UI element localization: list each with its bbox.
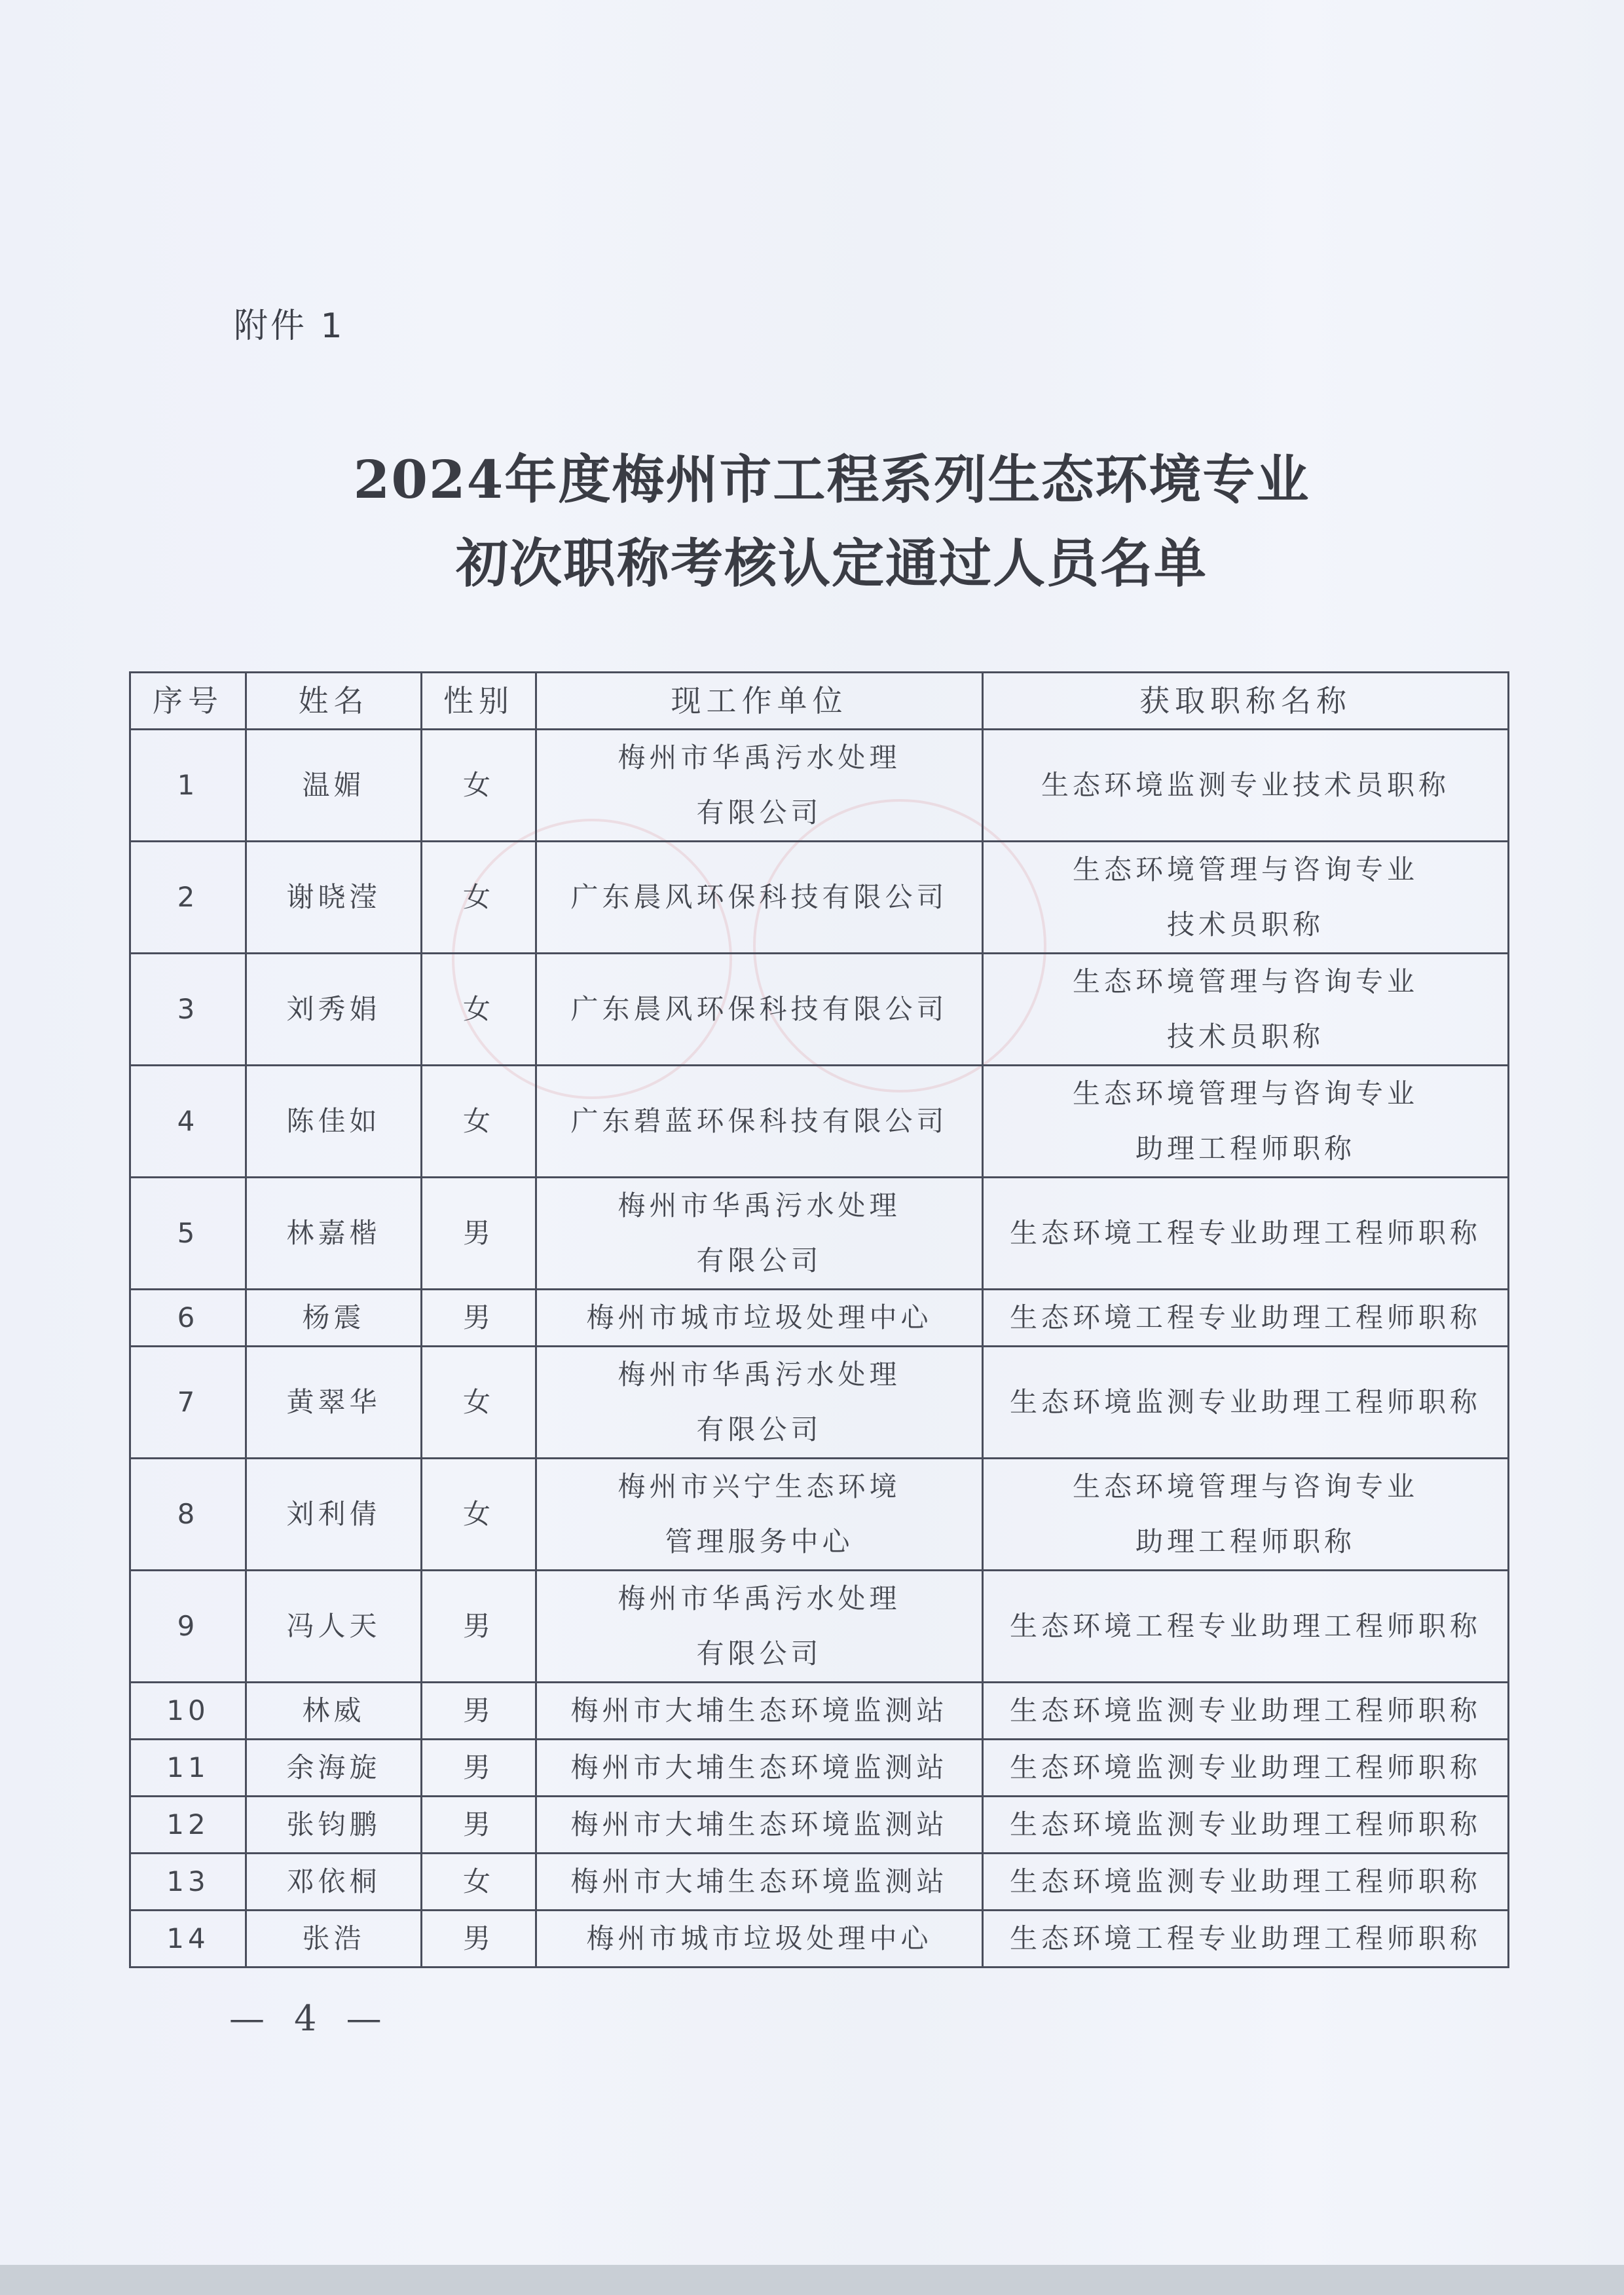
cell-name: 刘秀娟	[246, 954, 422, 1066]
cell-seq: 1	[130, 730, 246, 842]
cell-title	[983, 1178, 1509, 1290]
cell-gender: 女	[422, 842, 536, 954]
table-row	[130, 730, 1509, 842]
table-row	[130, 1854, 1509, 1911]
cell-unit	[536, 1740, 983, 1797]
cell-seq: 7	[130, 1347, 246, 1459]
table-row	[130, 1066, 1509, 1178]
cell-seq: 5	[130, 1178, 246, 1290]
cell-gender: 男	[422, 1740, 536, 1797]
cell-gender: 女	[422, 1854, 536, 1911]
cell-gender: 女	[422, 1347, 536, 1459]
cell-unit	[536, 1459, 983, 1571]
cell-unit-line: 梅州市兴宁生态环境	[618, 1470, 901, 1502]
cell-name: 谢晓滢	[246, 842, 422, 954]
cell-unit-line: 广东晨风环保科技有限公司	[570, 881, 948, 913]
cell-title	[983, 1066, 1509, 1178]
cell-seq: 9	[130, 1571, 246, 1683]
cell-unit-line: 有限公司	[696, 1244, 822, 1277]
cell-seq: 13	[130, 1854, 246, 1911]
cell-seq: 2	[130, 842, 246, 954]
cell-title	[983, 1459, 1509, 1571]
cell-name: 张钧鹏	[246, 1797, 422, 1854]
cell-gender: 男	[422, 1290, 536, 1347]
cell-name: 张浩	[246, 1911, 422, 1968]
cell-title-line: 技术员职称	[1166, 1020, 1324, 1053]
cell-unit	[536, 1347, 983, 1459]
cell-title-line: 生态环境管理与咨询专业	[1072, 965, 1418, 998]
scan-edge-band	[0, 2265, 1624, 2295]
cell-unit	[536, 1797, 983, 1854]
cell-unit-line: 梅州市城市垃圾处理中心	[586, 1922, 932, 1954]
cell-unit-line: 梅州市华禹污水处理	[618, 1189, 901, 1222]
cell-unit-line: 梅州市大埔生态环境监测站	[570, 1808, 948, 1840]
cell-gender: 女	[422, 954, 536, 1066]
cell-unit-line: 梅州市大埔生态环境监测站	[570, 1865, 948, 1897]
cell-title	[983, 1683, 1509, 1740]
cell-seq: 3	[130, 954, 246, 1066]
table-row	[130, 1347, 1509, 1459]
cell-seq: 6	[130, 1290, 246, 1347]
cell-title	[983, 954, 1509, 1066]
cell-gender: 女	[422, 1066, 536, 1178]
cell-unit	[536, 1178, 983, 1290]
cell-name: 陈佳如	[246, 1066, 422, 1178]
cell-name: 林嘉楷	[246, 1178, 422, 1290]
cell-title-line: 生态环境监测专业助理工程师职称	[1009, 1751, 1481, 1783]
cell-name: 温媚	[246, 730, 422, 842]
cell-unit-line: 梅州市华禹污水处理	[618, 741, 901, 774]
cell-gender: 女	[422, 1459, 536, 1571]
cell-title-line: 助理工程师职称	[1135, 1132, 1356, 1165]
cell-title-line: 助理工程师职称	[1135, 1525, 1356, 1558]
cell-title	[983, 1911, 1509, 1968]
cell-name: 冯人天	[246, 1571, 422, 1683]
page-number: — 4 —	[229, 1998, 391, 2039]
header-unit: 现工作单位	[536, 673, 983, 730]
cell-name: 林威	[246, 1683, 422, 1740]
cell-unit-line: 梅州市大埔生态环境监测站	[570, 1694, 948, 1726]
cell-title	[983, 1740, 1509, 1797]
cell-name: 邓依桐	[246, 1854, 422, 1911]
cell-unit-line: 梅州市大埔生态环境监测站	[570, 1751, 948, 1783]
cell-seq: 10	[130, 1683, 246, 1740]
table-row	[130, 1178, 1509, 1290]
cell-title	[983, 842, 1509, 954]
header-gender: 性别	[422, 673, 536, 730]
cell-name: 黄翠华	[246, 1347, 422, 1459]
cell-title-line: 生态环境工程专业助理工程师职称	[1009, 1301, 1481, 1334]
cell-unit	[536, 954, 983, 1066]
cell-unit-line: 广东碧蓝环保科技有限公司	[570, 1105, 948, 1137]
cell-gender: 男	[422, 1178, 536, 1290]
cell-unit	[536, 1854, 983, 1911]
cell-title-line: 生态环境监测专业助理工程师职称	[1009, 1808, 1481, 1840]
cell-title-line: 生态环境管理与咨询专业	[1072, 853, 1418, 886]
cell-gender: 男	[422, 1797, 536, 1854]
personnel-list-table	[129, 671, 1509, 1968]
cell-name: 刘利倩	[246, 1459, 422, 1571]
cell-gender: 男	[422, 1571, 536, 1683]
attachment-label: 附件 1	[234, 307, 345, 346]
cell-gender: 女	[422, 730, 536, 842]
cell-seq: 11	[130, 1740, 246, 1797]
table-row	[130, 1683, 1509, 1740]
cell-unit	[536, 1290, 983, 1347]
table-header-row	[130, 673, 1509, 730]
document-title-line-1: 2024年度梅州市工程系列生态环境专业	[353, 449, 1310, 510]
cell-unit	[536, 730, 983, 842]
cell-title-line: 生态环境工程专业助理工程师职称	[1009, 1610, 1481, 1642]
cell-unit-line: 有限公司	[696, 1637, 822, 1670]
cell-title-line: 生态环境管理与咨询专业	[1072, 1077, 1418, 1110]
document-title-line-2: 初次职称考核认定通过人员名单	[456, 532, 1208, 594]
table-body	[130, 730, 1509, 1968]
cell-title	[983, 1854, 1509, 1911]
cell-unit	[536, 1683, 983, 1740]
cell-title-line: 生态环境监测专业助理工程师职称	[1009, 1694, 1481, 1726]
cell-title	[983, 730, 1509, 842]
cell-unit	[536, 842, 983, 954]
table-row	[130, 1571, 1509, 1683]
table-row	[130, 1740, 1509, 1797]
table-row	[130, 1797, 1509, 1854]
cell-name: 杨震	[246, 1290, 422, 1347]
cell-title-line: 生态环境监测专业助理工程师职称	[1009, 1865, 1481, 1897]
cell-unit-line: 管理服务中心	[665, 1525, 854, 1558]
cell-unit	[536, 1911, 983, 1968]
cell-unit-line: 有限公司	[696, 1413, 822, 1446]
cell-unit-line: 广东晨风环保科技有限公司	[570, 993, 948, 1025]
cell-title	[983, 1347, 1509, 1459]
table-row	[130, 1290, 1509, 1347]
cell-gender: 男	[422, 1683, 536, 1740]
cell-unit-line: 有限公司	[696, 796, 822, 829]
cell-title-line: 生态环境监测专业助理工程师职称	[1009, 1386, 1481, 1418]
table-row	[130, 1459, 1509, 1571]
cell-title-line: 生态环境工程专业助理工程师职称	[1009, 1922, 1481, 1954]
cell-unit	[536, 1066, 983, 1178]
cell-name: 余海旋	[246, 1740, 422, 1797]
header-title: 获取职称名称	[983, 673, 1509, 730]
cell-unit	[536, 1571, 983, 1683]
cell-seq: 8	[130, 1459, 246, 1571]
cell-unit-line: 梅州市华禹污水处理	[618, 1358, 901, 1390]
cell-seq: 14	[130, 1911, 246, 1968]
cell-unit-line: 梅州市城市垃圾处理中心	[586, 1301, 932, 1334]
cell-seq: 4	[130, 1066, 246, 1178]
table-row	[130, 1911, 1509, 1968]
header-seq: 序号	[130, 673, 246, 730]
cell-title-line: 生态环境监测专业技术员职称	[1041, 769, 1450, 801]
cell-seq: 12	[130, 1797, 246, 1854]
cell-unit-line: 梅州市华禹污水处理	[618, 1582, 901, 1614]
table-row	[130, 954, 1509, 1066]
cell-title-line: 生态环境管理与咨询专业	[1072, 1470, 1418, 1502]
table-row	[130, 842, 1509, 954]
cell-title	[983, 1290, 1509, 1347]
header-name: 姓名	[246, 673, 422, 730]
cell-title	[983, 1797, 1509, 1854]
cell-title-line: 生态环境工程专业助理工程师职称	[1009, 1217, 1481, 1249]
cell-title	[983, 1571, 1509, 1683]
cell-title-line: 技术员职称	[1166, 908, 1324, 941]
cell-gender: 男	[422, 1911, 536, 1968]
